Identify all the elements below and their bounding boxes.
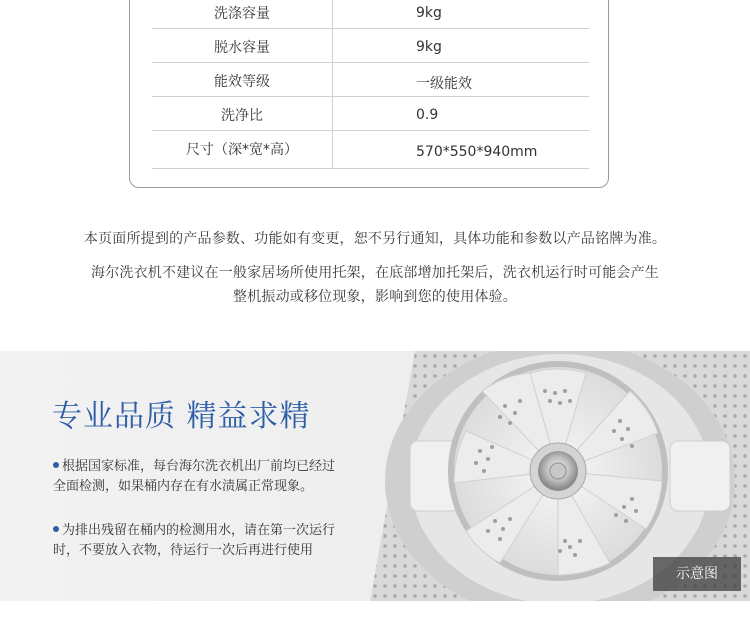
bullet-first-run xyxy=(53,521,363,561)
illustration-badge: 示意图 xyxy=(653,557,741,591)
spec-value: 9kg xyxy=(416,5,442,21)
bullet-text: 为排出残留在桶内的检测用水，请在第一次运行 xyxy=(62,523,336,538)
bullet-text: 根据国家标准，每台海尔洗衣机出厂前均已经过 xyxy=(62,459,336,474)
column-divider xyxy=(332,131,333,169)
bullet-inspection xyxy=(53,457,363,497)
spec-value: 570*550*940mm xyxy=(416,144,538,160)
spec-value: 一级能效 xyxy=(416,76,472,92)
spec-row-wash-ratio xyxy=(152,97,589,131)
column-divider xyxy=(332,29,333,63)
disclaimer-line-1: 本页面所提到的产品参数、功能如有变更，恕不另行通知，具体功能和参数以产品铭牌为准。 xyxy=(83,231,667,247)
spec-row-wash-capacity xyxy=(152,0,589,29)
spec-table xyxy=(129,0,609,188)
spec-row-spin-capacity xyxy=(152,29,589,63)
spec-value: 9kg xyxy=(416,39,442,55)
spec-label: 能效等级 xyxy=(214,74,270,90)
bullet-dot-icon xyxy=(53,462,59,468)
quality-banner xyxy=(0,351,750,601)
column-divider xyxy=(332,63,333,97)
spec-label: 脱水容量 xyxy=(214,40,270,56)
spec-label: 尺寸（深*宽*高） xyxy=(186,142,298,158)
spec-value: 0.9 xyxy=(416,107,439,123)
spec-label: 洗净比 xyxy=(221,108,263,124)
spec-row-dimensions xyxy=(152,131,589,169)
column-divider xyxy=(332,0,333,29)
bullet-text: 全面检测，如果桶内存在有水渍属正常现象。 xyxy=(53,479,314,494)
bullet-dot-icon xyxy=(53,526,59,532)
bullet-text: 时，不要放入衣物，待运行一次后再进行使用 xyxy=(53,543,314,558)
spec-label: 洗涤容量 xyxy=(214,6,270,22)
column-divider xyxy=(332,97,333,131)
disclaimer-line-2: 海尔洗衣机不建议在一般家居场所使用托架，在底部增加托架后，洗衣机运行时可能会产生 xyxy=(91,265,659,281)
spec-row-energy-grade xyxy=(152,63,589,97)
banner-headline: 专业品质 精益求精 xyxy=(52,399,311,434)
row-divider xyxy=(152,168,589,169)
disclaimer-line-3: 整机振动或移位现象，影响到您的使用体验。 xyxy=(233,289,517,305)
